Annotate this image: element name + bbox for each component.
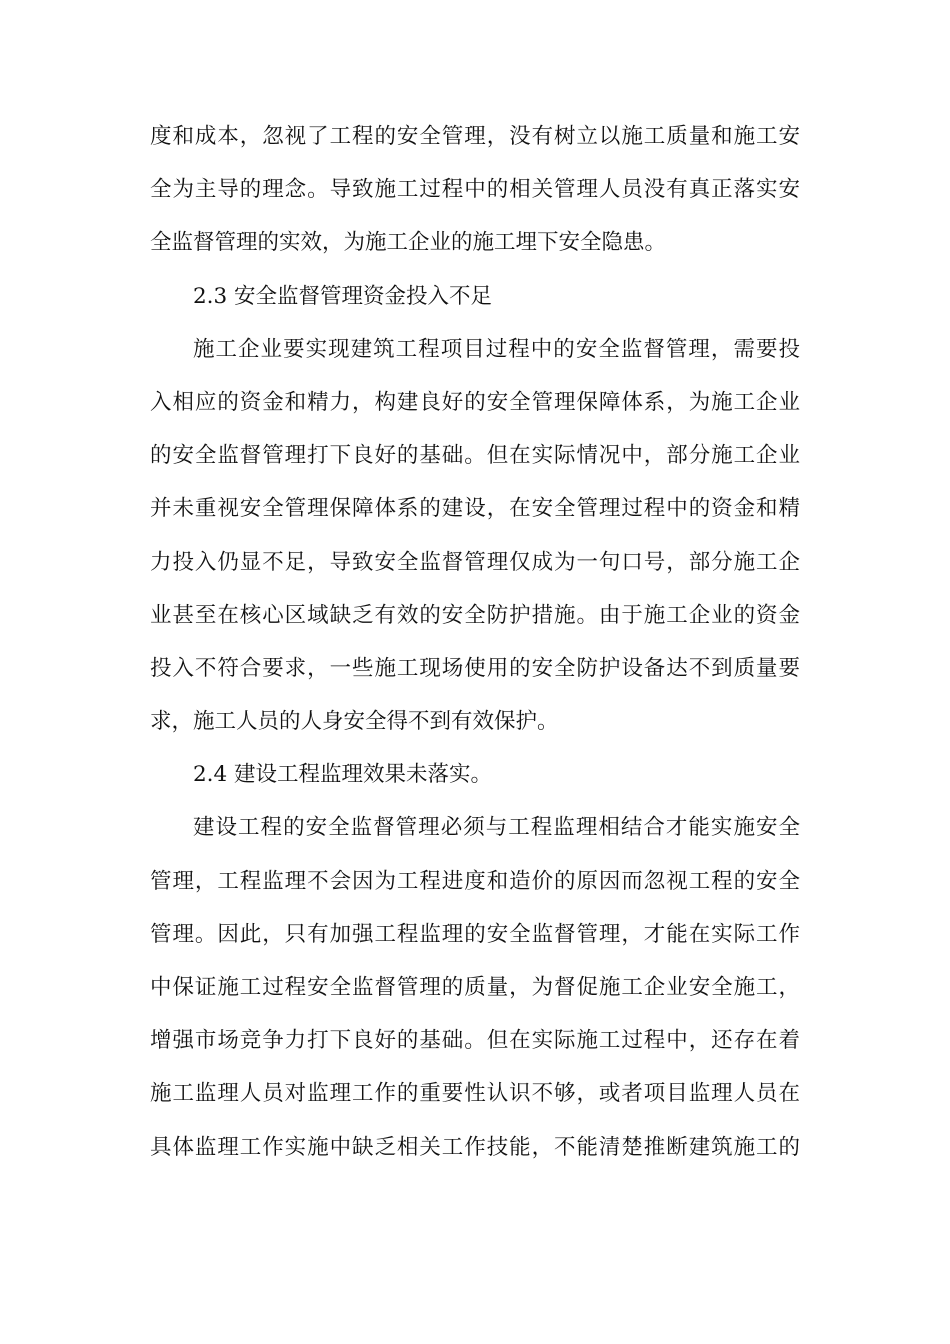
text-line: 力投入仍显不足，导致安全监督管理仅成为一句口号，部分施工企: [150, 549, 800, 575]
paragraph: [150, 801, 800, 1173]
paragraph: [150, 110, 800, 270]
text-line: 全监督管理的实效，为施工企业的施工埋下安全隐患。: [150, 230, 667, 256]
text-line: 度和成本，忽视了工程的安全管理，没有树立以施工质量和施工安: [150, 124, 800, 149]
text-line: 全为主导的理念。导致施工过程中的相关管理人员没有真正落实安: [150, 177, 800, 203]
text-line: 入相应的资金和精力，构建良好的安全管理保障体系，为施工企业: [150, 389, 800, 415]
text-line: 具体监理工作实施中缺乏相关工作技能，不能清楚推断建筑施工的: [150, 1134, 800, 1160]
text-line: 业甚至在核心区域缺乏有效的安全防护措施。由于施工企业的资金: [150, 602, 800, 628]
text-line: 增强市场竞争力打下良好的基础。但在实际施工过程中，还存在着: [150, 1028, 800, 1054]
text-line: 施工监理人员对监理工作的重要性认识不够，或者项目监理人员在: [150, 1081, 800, 1107]
document-body: [150, 110, 800, 1174]
text-line: 建设工程的安全监督管理必须与工程监理相结合才能实施安全: [193, 815, 800, 841]
text-line: 并未重视安全管理保障体系的建设，在安全管理过程中的资金和精: [150, 496, 800, 522]
text-line: 管理，工程监理不会因为工程进度和造价的原因而忽视工程的安全: [150, 868, 800, 894]
section-heading: 2.3 安全监督管理资金投入不足: [193, 283, 493, 309]
text-line: 管理。因此，只有加强工程监理的安全监督管理，才能在实际工作: [150, 921, 800, 947]
text-line: 施工企业要实现建筑工程项目过程中的安全监督管理，需要投: [193, 336, 800, 362]
text-line: 投入不符合要求，一些施工现场使用的安全防护设备达不到质量要: [150, 655, 800, 681]
paragraph: [150, 323, 800, 749]
text-line: 求，施工人员的人身安全得不到有效保护。: [150, 709, 559, 735]
text-line: 中保证施工过程安全监督管理的质量，为督促施工企业安全施工，: [150, 975, 800, 1000]
section-heading: 2.4 建设工程监理效果未落实。: [193, 762, 493, 788]
text-line: 的安全监督管理打下良好的基础。但在实际情况中，部分施工企业: [150, 443, 800, 469]
